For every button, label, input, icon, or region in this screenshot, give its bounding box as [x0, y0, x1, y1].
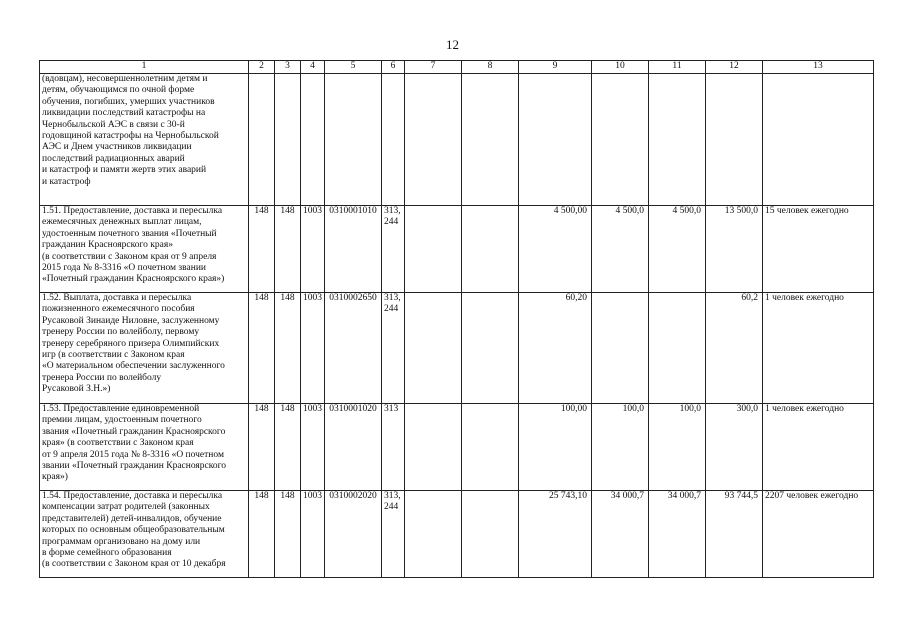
cell-col12 — [706, 74, 763, 206]
cell-col10: 34 000,7 — [592, 491, 649, 578]
cell-col5: 0310002020 — [325, 491, 382, 578]
cell-col6 — [382, 74, 405, 206]
cell-col3 — [275, 74, 301, 206]
col-header: 10 — [592, 61, 649, 74]
col-header: 7 — [405, 61, 462, 74]
cell-col2: 148 — [249, 491, 275, 578]
table-row — [40, 293, 874, 404]
cell-col6: 313, 244 — [382, 491, 405, 578]
col-header: 9 — [519, 61, 592, 74]
page-number: 12 — [446, 37, 459, 52]
row-description: 1.53. Предоставление единовременной премии лицам, удостоенным почетного звания «Почетный гражданин Красноярского края» (в соответствии с Законом края от 9 апреля 2015 года № 8-3316 «О почетном звании «Почетный гражданин Красноярского края») — [40, 404, 249, 491]
row-description: (вдовцам), несовершеннолетним детям и детям, обучающимся по очной форме обучения, погибших, умерших участников ликвидации последствий катастрофы на Чернобыльской АЭС в связи с 30-й годовщиной катастрофы на Чернобыльской АЭС и Днем участников ликвидации последствий радиационных аварий и катастроф и памяти жертв этих аварий и катастроф — [40, 74, 249, 206]
cell-col8 — [462, 491, 519, 578]
table-row — [40, 404, 874, 491]
cell-col8 — [462, 404, 519, 491]
col-header: 1 — [40, 61, 249, 74]
col-header: 4 — [301, 61, 325, 74]
cell-col2: 148 — [249, 206, 275, 293]
budget-table — [39, 60, 874, 578]
cell-col13: 2207 человек ежегодно — [763, 491, 874, 578]
cell-col2 — [249, 74, 275, 206]
cell-col13: 1 человек ежегодно — [763, 293, 874, 404]
col-header: 13 — [763, 61, 874, 74]
col-header: 2 — [249, 61, 275, 74]
cell-col9 — [519, 74, 592, 206]
row-description: 1.51. Предоставление, доставка и пересылка ежемесячных денежных выплат лицам, удостоенным почетного звания «Почетный гражданин Красноярского края» (в соответствии с Законом края от 9 апреля 2015 года № 8-3316 «О почетном звании «Почетный гражданин Красноярского края») — [40, 206, 249, 293]
cell-col11: 100,0 — [649, 404, 706, 491]
cell-col12: 60,2 — [706, 293, 763, 404]
cell-col11: 4 500,0 — [649, 206, 706, 293]
cell-col9: 4 500,00 — [519, 206, 592, 293]
cell-col6: 313 — [382, 404, 405, 491]
cell-col12: 13 500,0 — [706, 206, 763, 293]
cell-col2: 148 — [249, 404, 275, 491]
cell-col10: 100,0 — [592, 404, 649, 491]
cell-col6: 313, 244 — [382, 206, 405, 293]
col-header: 8 — [462, 61, 519, 74]
cell-col7 — [405, 206, 462, 293]
table-row — [40, 74, 874, 206]
cell-col9: 100,00 — [519, 404, 592, 491]
cell-col3: 148 — [275, 491, 301, 578]
cell-col11 — [649, 74, 706, 206]
cell-col3: 148 — [275, 293, 301, 404]
cell-col3: 148 — [275, 404, 301, 491]
row-description: 1.52. Выплата, доставка и пересылка пожизненного ежемесячного пособия Русаковой Зинаиде Ниловне, заслуженному тренеру России по волейболу, первому тренеру серебряного призера Олимпийских игр (в соответствии с Законом края «О материальном обеспечении заслуженного тренера России по волейболу Русаковой З.Н.») — [40, 293, 249, 404]
cell-col7 — [405, 293, 462, 404]
table-row — [40, 491, 874, 578]
cell-col4 — [301, 74, 325, 206]
col-header: 5 — [325, 61, 382, 74]
row-description: 1.54. Предоставление, доставка и пересылка компенсации затрат родителей (законных представителей) детей-инвалидов, обучение которых по основным общеобразовательным программам организовано на дому или в форме семейного образования (в соответствии с Законом края от 10 декабря — [40, 491, 249, 578]
cell-col10 — [592, 74, 649, 206]
cell-col13 — [763, 74, 874, 206]
cell-col9: 60,20 — [519, 293, 592, 404]
col-header: 6 — [382, 61, 405, 74]
cell-col13: 15 человек ежегодно — [763, 206, 874, 293]
cell-col12: 300,0 — [706, 404, 763, 491]
col-header: 12 — [706, 61, 763, 74]
cell-col7 — [405, 404, 462, 491]
cell-col8 — [462, 74, 519, 206]
col-header: 11 — [649, 61, 706, 74]
cell-col5: 0310001020 — [325, 404, 382, 491]
cell-col8 — [462, 206, 519, 293]
table-row — [40, 206, 874, 293]
cell-col4: 1003 — [301, 404, 325, 491]
cell-col13: 1 человек ежегодно — [763, 404, 874, 491]
cell-col2: 148 — [249, 293, 275, 404]
cell-col11 — [649, 293, 706, 404]
cell-col8 — [462, 293, 519, 404]
cell-col5: 0310002650 — [325, 293, 382, 404]
cell-col11: 34 000,7 — [649, 491, 706, 578]
header-row — [40, 61, 874, 74]
cell-col7 — [405, 491, 462, 578]
cell-col4: 1003 — [301, 293, 325, 404]
col-header: 3 — [275, 61, 301, 74]
cell-col10: 4 500,0 — [592, 206, 649, 293]
cell-col3: 148 — [275, 206, 301, 293]
cell-col7 — [405, 74, 462, 206]
cell-col10 — [592, 293, 649, 404]
cell-col5 — [325, 74, 382, 206]
cell-col12: 93 744,5 — [706, 491, 763, 578]
cell-col4: 1003 — [301, 206, 325, 293]
cell-col6: 313, 244 — [382, 293, 405, 404]
cell-col5: 0310001010 — [325, 206, 382, 293]
cell-col9: 25 743,10 — [519, 491, 592, 578]
cell-col4: 1003 — [301, 491, 325, 578]
